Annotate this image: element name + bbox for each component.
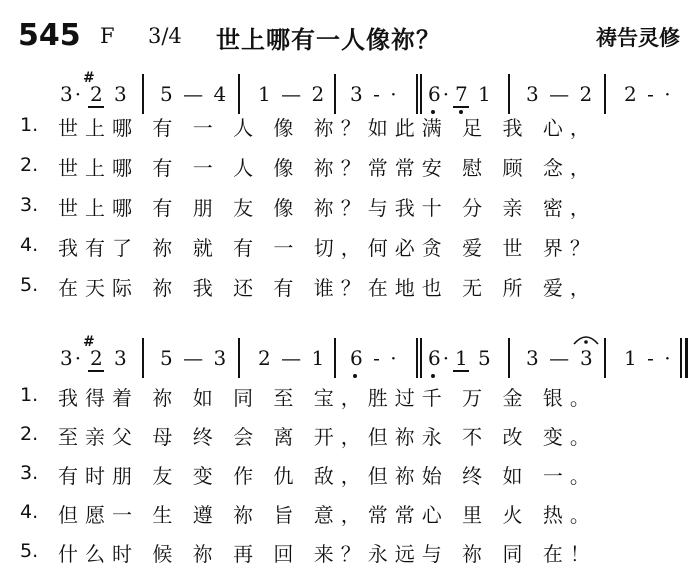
verse-number: 1. [20, 114, 39, 136]
barline [142, 74, 144, 114]
verse-number: 3. [20, 194, 39, 216]
song-category: 祷告灵修 [596, 26, 680, 50]
lyric-text: 世上哪 有 朋 友 像 祢？与我十 分 亲 密， [58, 196, 597, 220]
low-octave-dot [431, 374, 435, 378]
barline [238, 338, 240, 378]
measure: 3 — [526, 346, 572, 370]
final-barline [685, 338, 688, 378]
sharp-sign: # [83, 334, 95, 350]
measure: 5 — 3 [160, 346, 229, 370]
underline-mark [88, 370, 104, 372]
barline [420, 338, 422, 378]
note: 6· [428, 82, 452, 106]
notation-line-2 [20, 334, 690, 378]
barline [508, 338, 510, 378]
underline-mark [453, 106, 469, 108]
note: 6· [428, 346, 452, 370]
barline [604, 74, 606, 114]
note: 3· [60, 346, 84, 370]
verse-number: 5. [20, 540, 39, 562]
note: 2 [90, 346, 105, 370]
measure: 1 — 2 [258, 82, 327, 106]
lyric-text: 我有了 祢 就 有 一 切，何必贪 爱 世 界？ [58, 236, 597, 260]
underline-mark [88, 106, 104, 108]
measure: 2 — 1 [258, 346, 327, 370]
measure: 1 - · [624, 346, 673, 370]
song-header [18, 14, 688, 54]
lyric-text: 在天际 祢 我 还 有 谁？在地也 无 所 爱， [58, 276, 597, 300]
verse-number: 4. [20, 234, 39, 256]
verse-number: 2. [20, 154, 39, 176]
note: 3 [114, 82, 129, 106]
lyric-text: 什么时 候 祢 再 回 来？永远与 祢 同 在！ [58, 542, 597, 566]
note: 1 [478, 82, 493, 106]
measure: 2 - · [624, 82, 673, 106]
barline [416, 74, 418, 114]
lyric-text: 有时朋 友 变 作 仇 敌，但祢始 终 如 一。 [58, 464, 597, 488]
lyric-text: 世上哪 有 一 人 像 祢？如此满 足 我 心， [58, 116, 597, 140]
lyric-text: 至亲父 母 终 会 离 开，但祢永 不 改 变。 [58, 425, 597, 449]
hymn-number: 545 [18, 18, 81, 53]
key-signature: F [100, 24, 115, 48]
barline [416, 338, 418, 378]
note: 1 [455, 346, 470, 370]
verse-number: 5. [20, 274, 39, 296]
final-barline [680, 338, 682, 378]
note: 5 [478, 346, 493, 370]
verse-number: 3. [20, 462, 39, 484]
barline [334, 74, 336, 114]
lyric-text: 世上哪 有 一 人 像 祢？常常安 慰 顾 念， [58, 156, 597, 180]
barline [508, 74, 510, 114]
barline [420, 74, 422, 114]
low-octave-dot [353, 374, 357, 378]
note: 2 [90, 82, 105, 106]
notation-line-1 [20, 70, 690, 114]
measure: 3 — 2 [526, 82, 595, 106]
note: 7 [455, 82, 470, 106]
underline-mark [453, 370, 469, 372]
time-signature: 3/4 [148, 24, 182, 48]
verse-number: 4. [20, 501, 39, 523]
lyric-text: 我得着 祢 如 同 至 宝，胜过千 万 金 银。 [58, 386, 597, 410]
lyric-text: 但愿一 生 遵 祢 旨 意，常常心 里 火 热。 [58, 503, 597, 527]
fermata-icon [572, 332, 600, 346]
measure: 6 - · [350, 346, 399, 370]
song-title: 世上哪有一人像祢？ [216, 26, 441, 54]
verse-number: 2. [20, 423, 39, 445]
barline [334, 338, 336, 378]
note: 3 [580, 346, 595, 370]
note: 3 [114, 346, 129, 370]
barline [142, 338, 144, 378]
barline [604, 338, 606, 378]
barline [238, 74, 240, 114]
sharp-sign: # [83, 70, 95, 86]
note: 3· [60, 82, 84, 106]
measure: 5 — 4 [160, 82, 229, 106]
measure: 3 - · [350, 82, 399, 106]
verse-number: 1. [20, 384, 39, 406]
